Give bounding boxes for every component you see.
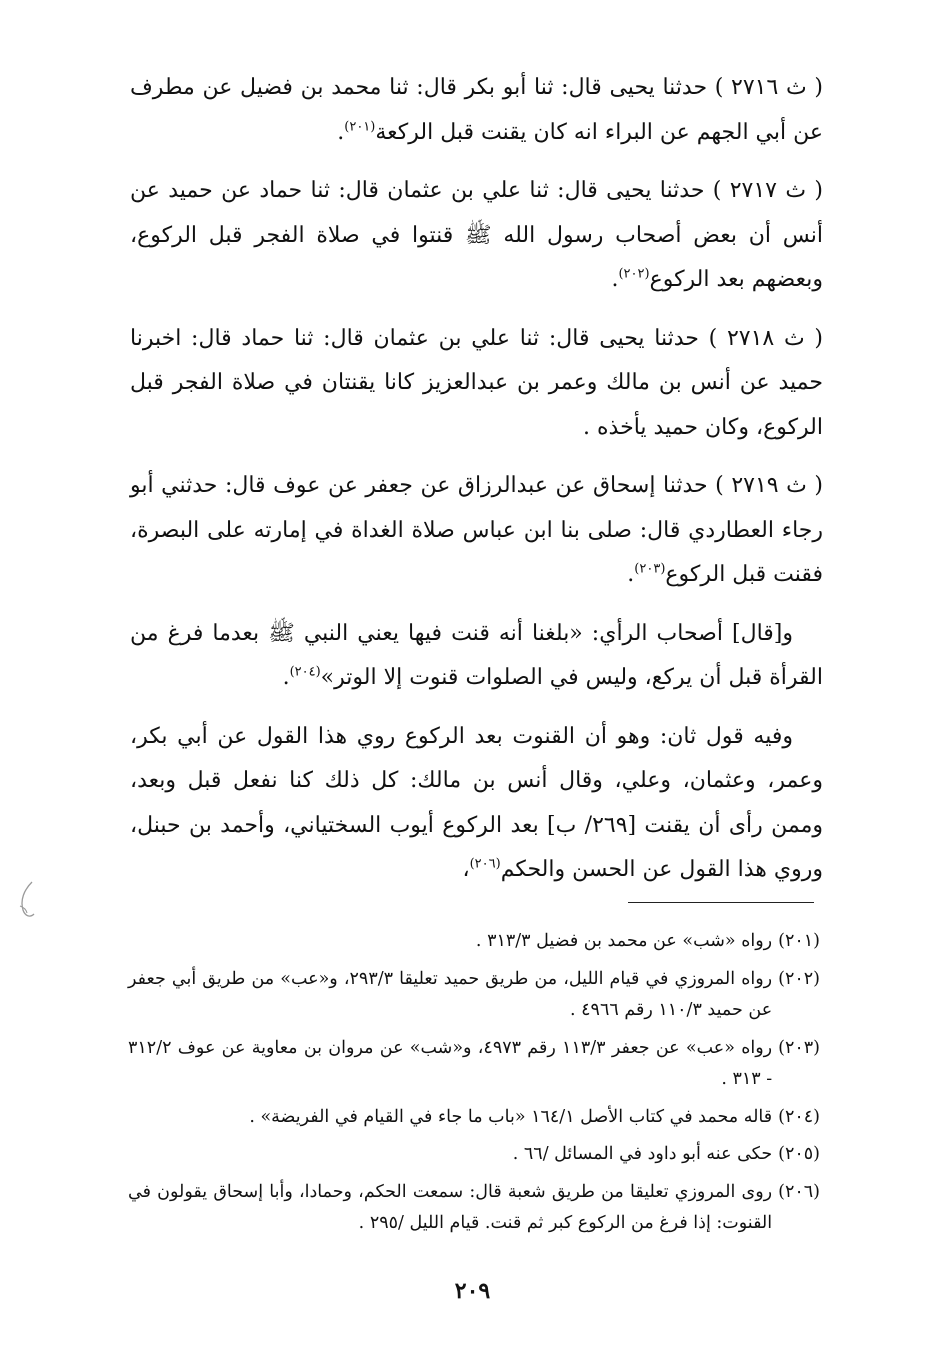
footnote-text: رواه «عب» عن جعفر ١١٣/٣ رقم ٤٩٧٣، و«شب» عن مروان بن معاوية عن عوف ٣١٢/٢ - ٣١٣ . (128, 1037, 773, 1089)
pencil-mark-icon (14, 880, 40, 924)
footnotes (128, 926, 820, 1246)
footnote-ref: (٢٠١) (344, 119, 376, 135)
paragraph-end: . (627, 562, 635, 587)
footnote-number: (٢٠٥) (778, 1144, 820, 1164)
footnote-number: (٢٠١) (778, 931, 820, 951)
paragraph-text: ( ث ٢٧١٦ ) حدثنا يحيى قال: ثنا أبو بكر قال: ثنا محمد بن فضيل عن مطرف عن أبي الجهم عن البراء انه كان يقنت قبل الركعة (130, 75, 823, 145)
main-text (130, 66, 823, 907)
footnote-ref: (٢٠٢) (618, 266, 650, 282)
footnote-ref: (٢٠٦) (469, 856, 501, 872)
footnote-ref: (٢٠٤) (289, 664, 321, 680)
footnote-text: قاله محمد في كتاب الأصل ١٦٤/١ «باب ما جاء في القيام في الفريضة» . (249, 1106, 773, 1127)
footnote-ref: (٢٠٣) (634, 561, 666, 577)
paragraph-end: . (282, 665, 290, 690)
paragraph-text: ( ث ٢٧١٩ ) حدثنا إسحاق عن عبدالرزاق عن جعفر عن عوف قال: حدثني أبو رجاء العطاردي قال: صلى بنا ابن عباس صلاة الغداة في إمارته على البصرة، فقنت قبل الركوع (130, 473, 823, 587)
footnote-text: رواه المروزي في قيام الليل، من طريق حميد تعليقا ٢٩٣/٣، و«عب» من طريق أبي جعفر عن حميد ١١٠/٣ رقم ٤٩٦٦ . (128, 968, 773, 1020)
paragraph-text: وفيه قول ثان: وهو أن القنوت بعد الركوع روي هذا القول عن أبي بكر، وعمر، وعثمان، وعلي، وقال أنس بن مالك: كل ذلك كنا نفعل قبل وبعد، وممن رأى أن يقنت [٢٦٩/ ب] بعد الركوع أيوب السختياني، وأحمد بن حبنل، وروي هذا القول عن الحسن والحكم (130, 723, 823, 882)
footnote-203 (128, 1033, 820, 1096)
paragraph-end: . (337, 119, 345, 145)
ashab-al-ray-paragraph (130, 612, 823, 701)
footnote-text: روى المروزي تعليقا من طريق شعبة قال: سمعت الحكم، وحمادا، وأبا إسحاق يقولون في القنوت: إذا فرغ من الركوع كبر ثم قنت. قيام الليل /٢٩٥ . (128, 1181, 773, 1233)
page-number: ٢٠٩ (454, 1278, 491, 1304)
footnote-number: (٢٠٤) (778, 1106, 820, 1127)
footnote-205 (128, 1139, 820, 1171)
footnote-number: (٢٠٣) (778, 1037, 820, 1058)
paragraph-text: و[قال] أصحاب الرأي: «بلغنا أنه قنت فيها يعني النبي ﷺ بعدما فرغ من القرأة قبل أن يركع، وليس في الصلوات قنوت إلا الوتر» (130, 620, 823, 690)
hadith-2719 (130, 464, 823, 598)
footnote-number: (٢٠٦) (778, 1181, 820, 1202)
footnote-divider (628, 902, 814, 903)
hadith-2716 (130, 66, 823, 155)
footnote-number: (٢٠٢) (778, 968, 820, 989)
footnote-202 (128, 964, 820, 1027)
second-opinion-paragraph (130, 715, 823, 893)
paragraph-text: ( ث ٢٧١٧ ) حدثنا يحيى قال: ثنا علي بن عثمان قال: ثنا حماد عن حميد عن أنس أن بعض أصحاب رسول الله ﷺ قنتوا في صلاة الفجر قبل الركوع، وبعضهم بعد الركوع (130, 178, 824, 292)
paragraph-end: ، (462, 857, 470, 882)
hadith-2717 (130, 169, 823, 303)
hadith-2718 (130, 317, 823, 451)
footnote-text: حكى عنه أبو داود في المسائل /٦٦ . (512, 1144, 773, 1164)
footnote-206 (128, 1177, 820, 1240)
footnote-204 (128, 1102, 820, 1134)
footnote-201 (128, 926, 820, 958)
paragraph-text: ( ث ٢٧١٨ ) حدثنا يحيى قال: ثنا علي بن عثمان قال: ثنا حماد قال: اخبرنا حميد عن أنس بن مالك وعمر بن عبدالعزيز كانا يقنتان في صلاة الفجر قبل الركوع، وكان حميد يأخذه . (130, 325, 824, 440)
paragraph-end: . (611, 267, 619, 292)
footnote-text: رواه «شب» عن محمد بن فضيل ٣١٣/٣ . (475, 931, 773, 951)
